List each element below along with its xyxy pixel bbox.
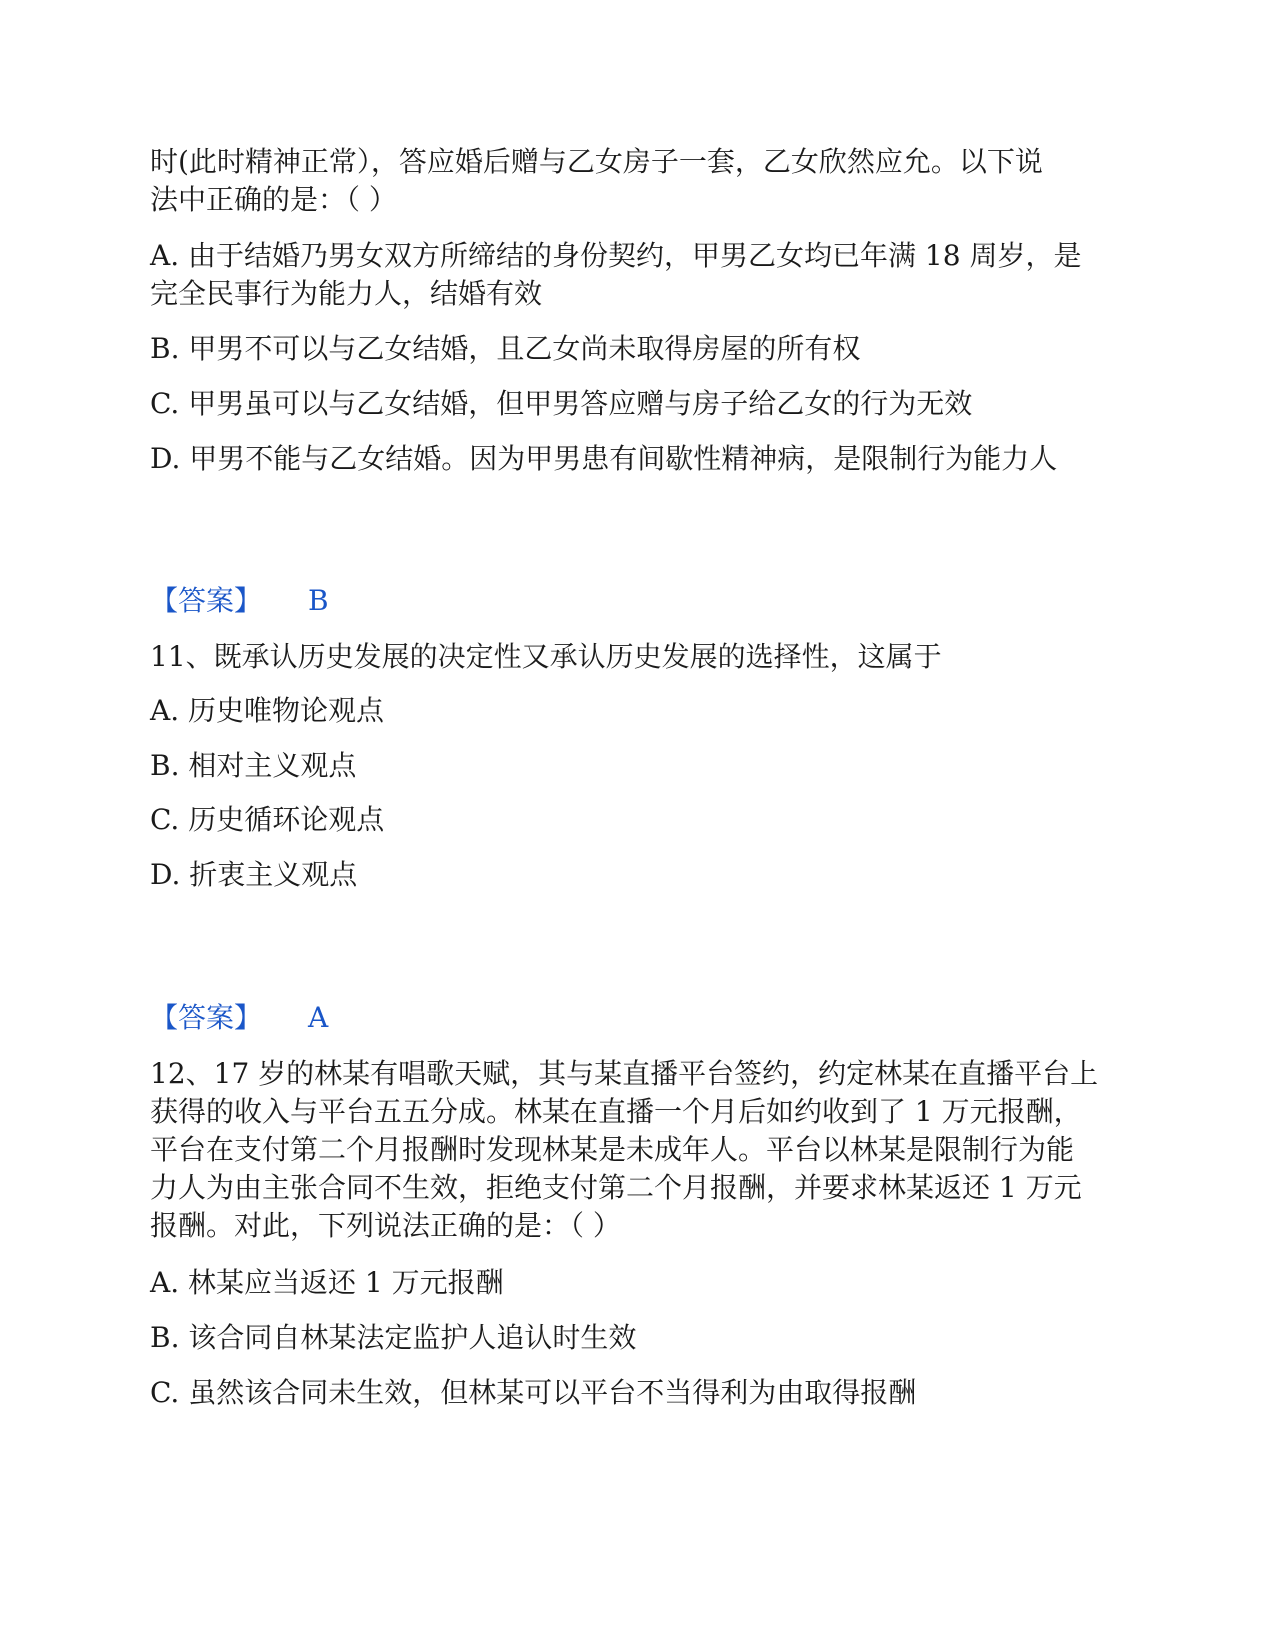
q12-option-a: A. 林某应当返还 1 万元报酬	[150, 1266, 504, 1299]
q12-option-b: B. 该合同自林某法定监护人追认时生效	[150, 1321, 637, 1354]
q12-stem-line-2: 获得的收入与平台五五分成。林某在直播一个月后如约收到了 1 万元报酬，	[150, 1095, 1082, 1128]
q10-option-d: D. 甲男不能与乙女结婚。因为甲男患有间歇性精神病，是限制行为能力人	[150, 442, 1058, 475]
q10-answer	[150, 581, 329, 621]
q10-stem-line-2: 法中正确的是：（ ）	[150, 183, 397, 216]
q11-option-b: B. 相对主义观点	[150, 749, 357, 782]
q11-answer-label: 【答案】	[150, 1001, 263, 1034]
q10-answer-label: 【答案】	[150, 584, 263, 617]
q12-stem-line-1: 12、17 岁的林某有唱歌天赋，其与某直播平台签约，约定林某在直播平台上	[150, 1057, 1099, 1090]
q12-stem-line-3: 平台在支付第二个月报酬时发现林某是未成年人。平台以林某是限制行为能	[150, 1133, 1075, 1166]
q10-option-b: B. 甲男不可以与乙女结婚，且乙女尚未取得房屋的所有权	[150, 332, 861, 365]
q10-option-a-line-2: 完全民事行为能力人，结婚有效	[150, 277, 543, 310]
q12-option-c: C. 虽然该合同未生效，但林某可以平台不当得利为由取得报酬	[150, 1376, 917, 1409]
q11-answer	[150, 998, 328, 1038]
q12-stem-line-4: 力人为由主张合同不生效，拒绝支付第二个月报酬，并要求林某返还 1 万元	[150, 1171, 1082, 1204]
q11-option-d: D. 折衷主义观点	[150, 858, 358, 891]
q10-option-a-line-1: A. 由于结婚乃男女双方所缔结的身份契约，甲男乙女均已年满 18 周岁，是	[150, 239, 1082, 272]
q10-answer-value: B	[308, 584, 329, 617]
q11-stem: 11、既承认历史发展的决定性又承认历史发展的选择性，这属于	[150, 640, 942, 673]
q11-option-c: C. 历史循环论观点	[150, 803, 385, 836]
q11-option-a: A. 历史唯物论观点	[150, 694, 385, 727]
q11-answer-value: A	[308, 1001, 329, 1034]
q10-option-c: C. 甲男虽可以与乙女结婚，但甲男答应赠与房子给乙女的行为无效	[150, 387, 973, 420]
q10-stem-line-1: 时(此时精神正常），答应婚后赠与乙女房子一套，乙女欣然应允。以下说	[150, 145, 1043, 178]
q12-stem-line-5: 报酬。对此，下列说法正确的是：（ ）	[150, 1209, 621, 1242]
